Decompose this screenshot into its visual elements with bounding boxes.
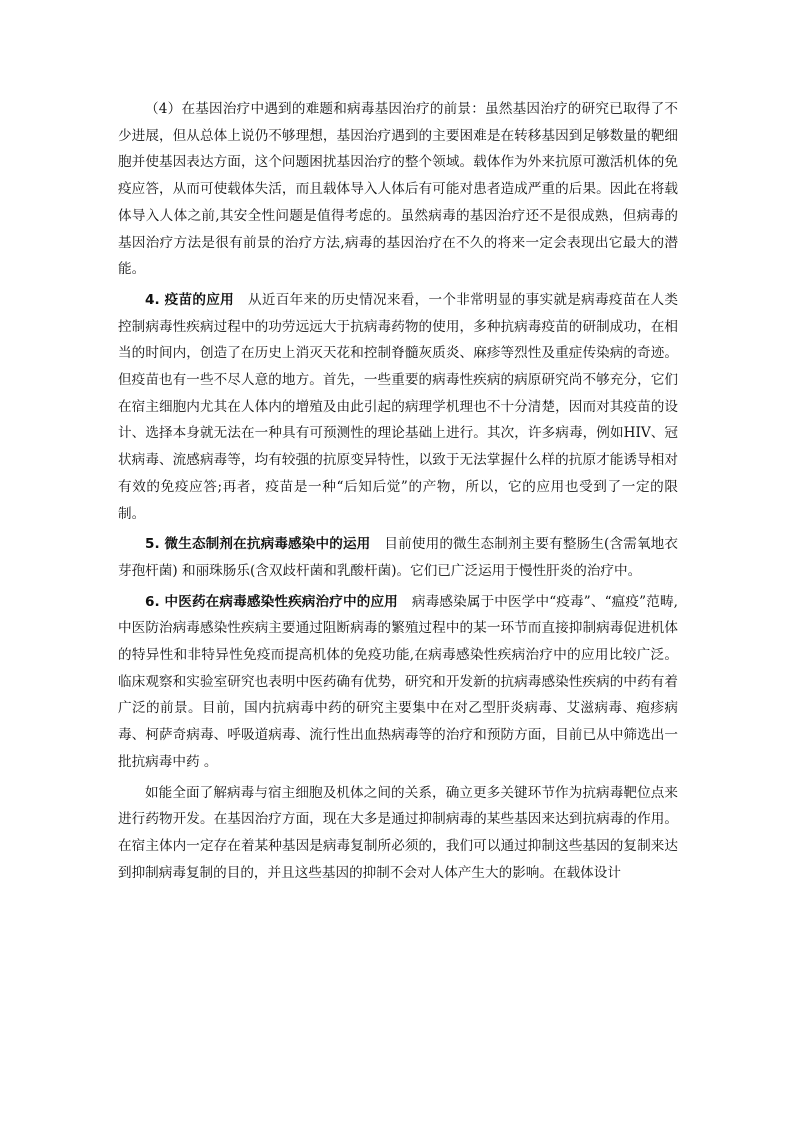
paragraph-vaccine-application bbox=[118, 287, 678, 527]
paragraph-text: 目前使用的微生态制剂主要有整肠生(含需氧地衣芽孢杆菌) 和丽珠肠乐(含双歧杆菌和乳酸杆菌)。它们已广泛运用于慢性肝炎的治疗中。 bbox=[118, 536, 678, 579]
section-heading: 4. 疫苗的应用 bbox=[145, 291, 235, 308]
paragraph-probiotics bbox=[118, 531, 678, 584]
section-heading: 5. 微生态制剂在抗病毒感染中的运用 bbox=[145, 536, 371, 553]
document-page bbox=[118, 96, 678, 886]
paragraph-gene-therapy-prospects bbox=[118, 96, 678, 283]
paragraph-text: （4）在基因治疗中遇到的难题和病毒基因治疗的前景：虽然基因治疗的研究已取得了不少进展，但从总体上说仍不够理想，基因治疗遇到的主要困难是在转移基因到足够数量的靶细胞并使基因表达方面，这个问题困扰基因治疗的整个领域。载体作为外来抗原可激活机体的免疫应答，从而可使载体失活，而且载体导入人体后有可能对患者造成严重的后果。因此在将载体导入人体之前,其安全性问题是值得考虑的。虽然病毒的基因治疗还不是很成熟，但病毒的基因治疗方法是很有前景的治疗方法,病毒的基因治疗在不久的将来一定会表现出它最大的潜能。 bbox=[118, 101, 678, 278]
paragraph-tcm bbox=[118, 589, 678, 776]
paragraph-text: 病毒感染属于中医学中“疫毒”、“瘟疫”范畴,中医防治病毒感染性疾病主要通过阻断病毒的繁殖过程中的某一环节而直接抑制病毒促进机体的特异性和非特异性免疫而提高机体的免疫功能,在病毒感染性疾病治疗中的应用比较广泛。临床观察和实验室研究也表明中医药确有优势，研究和开发新的抗病毒感染性疾病的中药有着广泛的前景。目前，国内抗病毒中药的研究主要集中在对乙型肝炎病毒、艾滋病毒、疱疹病毒、柯萨奇病毒、呼吸道病毒、流行性出血热病毒等的治疗和预防方面，目前已从中筛选出一批抗病毒中药 。 bbox=[118, 593, 679, 770]
paragraph-text: 从近百年来的历史情况来看，一个非常明显的事实就是病毒疫苗在人类控制病毒性疾病过程中的功劳远远大于抗病毒药物的使用，多种抗病毒疫苗的研制成功，在相当的时间内，创造了在历史上消灭天花和控制脊髓灰质炎、麻疹等烈性及重症传染病的奇迹。但疫苗也有一些不尽人意的地方。首先，一些重要的病毒性疾病的病原研究尚不够充分，它们在宿主细胞内尤其在人体内的增殖及由此引起的病理学机理也不十分清楚，因而对其疫苗的设计、选择本身就无法在一种具有可预测性的理论基础上进行。其次，许多病毒，例如HIV、冠状病毒、流感病毒等，均有较强的抗原变异特性，以致于无法掌握什么样的抗原才能诱导相对有效的免疫应答;再者，疫苗是一种“后知后觉”的产物，所以，它的应用也受到了一定的限制。 bbox=[118, 291, 679, 522]
paragraph-text: 如能全面了解病毒与宿主细胞及机体之间的关系，确立更多关键环节作为抗病毒靶位点来进行药物开发。在基因治疗方面，现在大多是通过抑制病毒的某些基因来达到抗病毒的作用。在宿主体内一定存在着某种基因是病毒复制所必须的，我们可以通过抑制这些基因的复制来达到抑制病毒复制的目的，并且这些基因的抑制不会对人体产生大的影响。在载体设计 bbox=[118, 784, 678, 881]
paragraph-conclusion bbox=[118, 780, 678, 887]
section-heading: 6. 中医药在病毒感染性疾病治疗中的应用 bbox=[145, 593, 398, 610]
